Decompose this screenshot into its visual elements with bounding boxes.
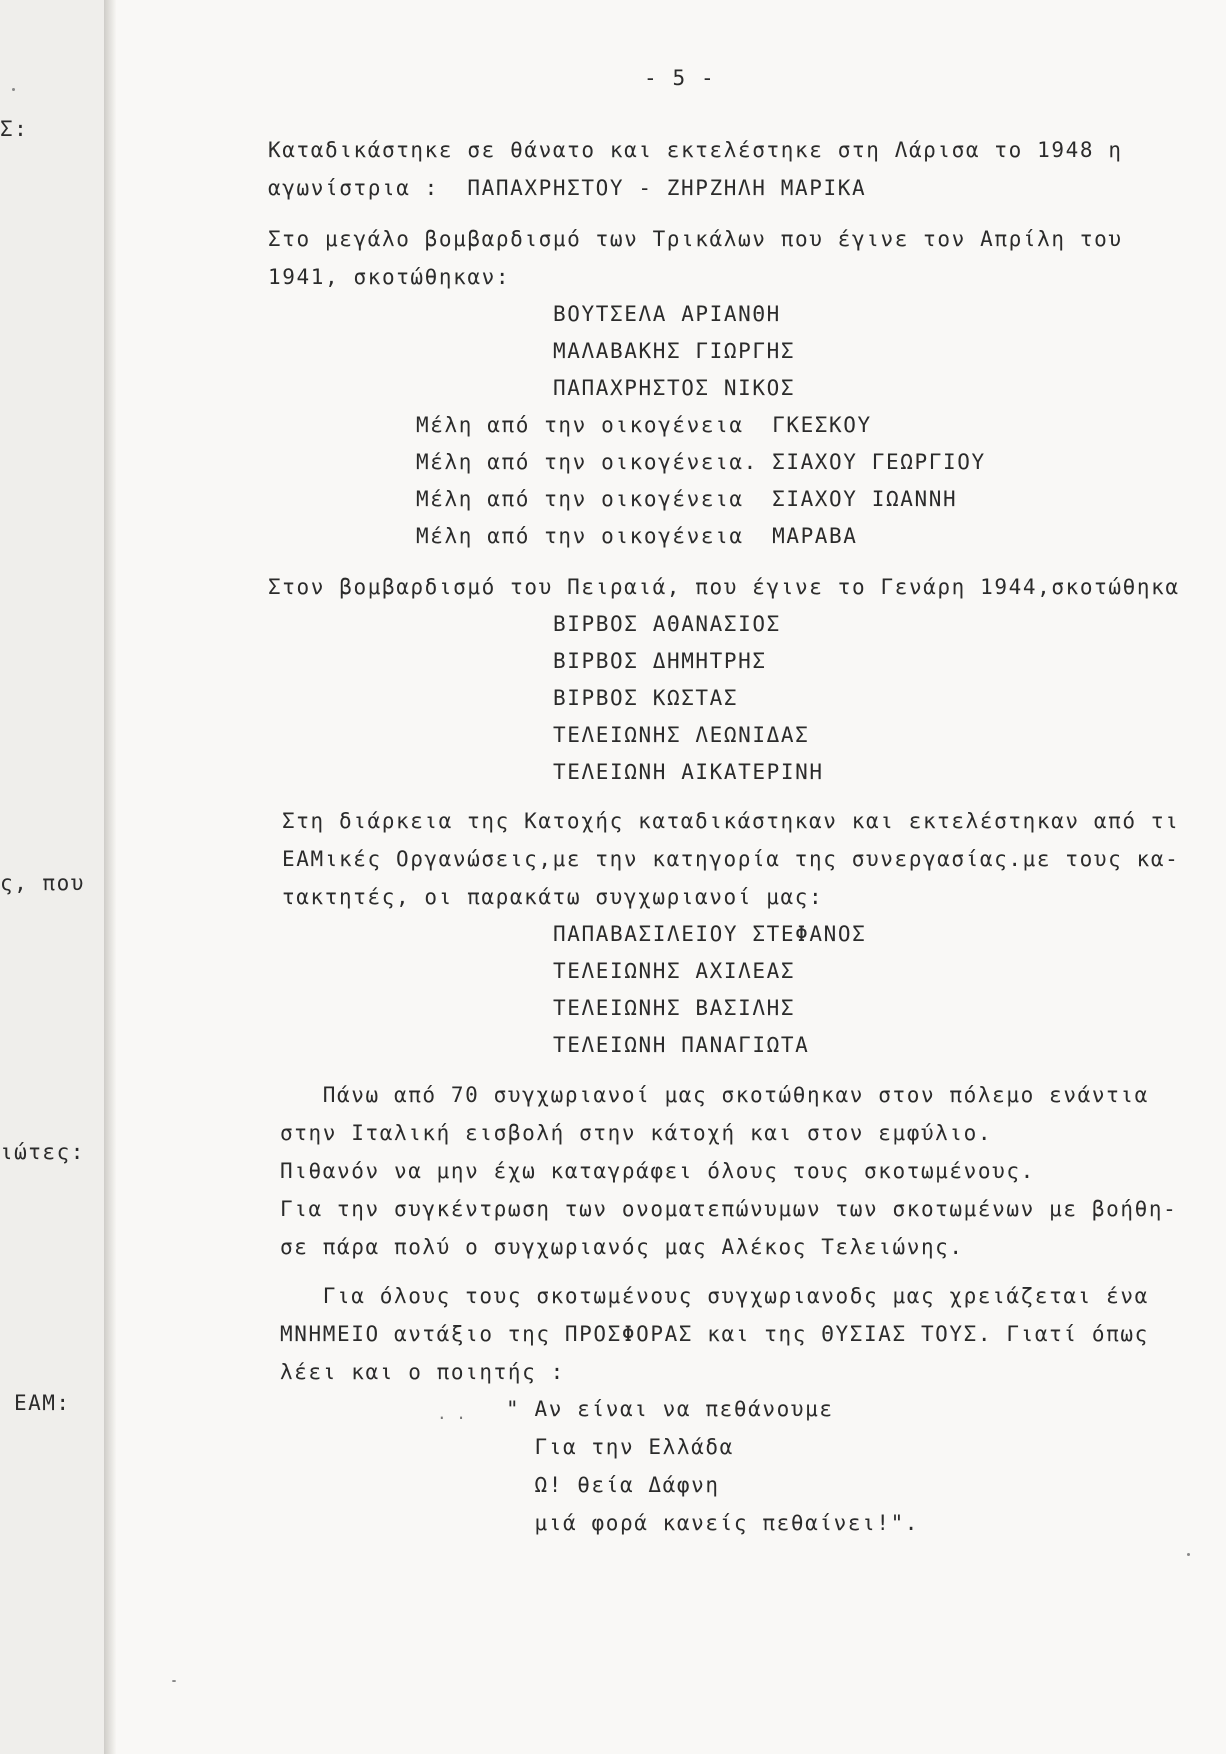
paragraph-line: Πάνω από 70 συγχωριανοί μας σκοτώθηκαν στον πόλεμο ενάντια [280,1083,1149,1107]
paragraph-line: Στον βομβαρδισμό του Πειραιά, που έγινε το Γενάρη 1944,σκοτώθηκα [268,575,1180,599]
paragraph-line: σε πάρα πολύ ο συγχωριανός μας Αλέκος Τελειώνης. [280,1235,964,1259]
name-list-item: ΒΙΡΒΟΣ ΑΘΑΝΑΣΙΟΣ [553,612,781,636]
name-list-item: ΤΕΛΕΙΩΝΗΣ ΒΑΣΙΛΗΣ [553,996,796,1020]
paragraph-line: ΜΝΗΜΕΙΟ αντάξιο της ΠΡΟΣΦΟΡΑΣ και της ΘΥΣΙΑΣ ΤΟΥΣ. Γιατί όπως [280,1322,1149,1346]
margin-fragment: ς, που [0,871,85,895]
name-list-item: ΤΕΛΕΙΩΝΗ ΠΑΝΑΓΙΩΤΑ [553,1033,810,1057]
scan-speck [12,88,15,91]
binding-shadow [104,0,116,1754]
scan-speck [172,1680,176,1682]
name-list-item: ΤΕΛΕΙΩΝΗ ΑΙΚΑΤΕΡΙΝΗ [553,760,824,784]
margin-fragment: Σ: [0,117,29,141]
margin-fragment: ΕΑΜ: [14,1391,71,1415]
paragraph-line: λέει και ο ποιητής : [280,1360,565,1384]
paragraph-line: ΕΑΜικές Οργανώσεις,με την κατηγορία της συνεργασίας.με τους κα- [282,847,1180,871]
poem-line: Ω! θεία Δάφνη [506,1473,720,1497]
name-list-item: ΠΑΠΑΒΑΣΙΛΕΙΟΥ ΣΤΕΦΑΝΟΣ [553,922,867,946]
poem-line: μιά φορά κανείς πεθαίνει!". [506,1511,920,1535]
paragraph-line: τακτητές, οι παρακάτω συγχωριανοί μας: [282,885,824,909]
name-list-item: ΒΙΡΒΟΣ ΚΩΣΤΑΣ [553,686,739,710]
family-list-item: Μέλη από την οικογένεια ΓΚΕΣΚΟΥ [416,413,872,437]
paragraph-line: 1941, σκοτώθηκαν: [268,265,511,289]
stray-marks: . . [437,1404,466,1423]
name-list-item: ΒΟΥΤΣΕΛΑ ΑΡΙΑΝΘΗ [553,302,781,326]
family-list-item: Μέλη από την οικογένεια. ΣΙΑΧΟΥ ΓΕΩΡΓΙΟΥ [416,450,986,474]
name-list-item: ΤΕΛΕΙΩΝΗΣ ΑΧΙΛΕΑΣ [553,959,796,983]
paragraph-line: Πιθανόν να μην έχω καταγράφει όλους τους σκοτωμένους. [280,1159,1035,1183]
page-number: - 5 - [644,66,716,90]
poem-line: Για την Ελλάδα [506,1435,734,1459]
poem-line: " Αν είναι να πεθάνουμε [506,1397,834,1421]
paragraph-line: στην Ιταλική εισβολή στην κάτοχή και στον εμφύλιο. [280,1121,993,1145]
name-list-item: ΜΑΛΑΒΑΚΗΣ ΓΙΩΡΓΗΣ [553,339,796,363]
paragraph-line: Για όλους τους σκοτωμένους συγχωριανοδς μας χρειάζεται ένα [280,1284,1149,1308]
paragraph-line: Στη διάρκεια της Κατοχής καταδικάστηκαν και εκτελέστηκαν από τι [282,809,1180,833]
family-list-item: Μέλη από την οικογένεια ΣΙΑΧΟΥ ΙΩΑΝΝΗ [416,487,958,511]
family-list-item: Μέλη από την οικογένεια ΜΑΡΑΒΑ [416,524,858,548]
scan-speck [1187,1553,1190,1556]
paragraph-line: αγωνίστρια : ΠΑΠΑΧΡΗΣΤΟΥ - ΖΗΡΖΗΛΗ ΜΑΡΙΚΑ [268,176,867,200]
name-list-item: ΤΕΛΕΙΩΝΗΣ ΛΕΩΝΙΔΑΣ [553,723,810,747]
paragraph-line: Στο μεγάλο βομβαρδισμό των Τρικάλων που έγινε τον Απρίλη του [268,227,1123,251]
name-list-item: ΠΑΠΑΧΡΗΣΤΟΣ ΝΙΚΟΣ [553,376,796,400]
paragraph-line: Καταδικάστηκε σε θάνατο και εκτελέστηκε στη Λάρισα το 1948 η [268,138,1123,162]
name-list-item: ΒΙΡΒΟΣ ΔΗΜΗΤΡΗΣ [553,649,767,673]
margin-fragment: ιώτες: [0,1140,85,1164]
paragraph-line: Για την συγκέντρωση των ονοματεπώνυμων των σκοτωμένων με βοήθη- [280,1197,1178,1221]
